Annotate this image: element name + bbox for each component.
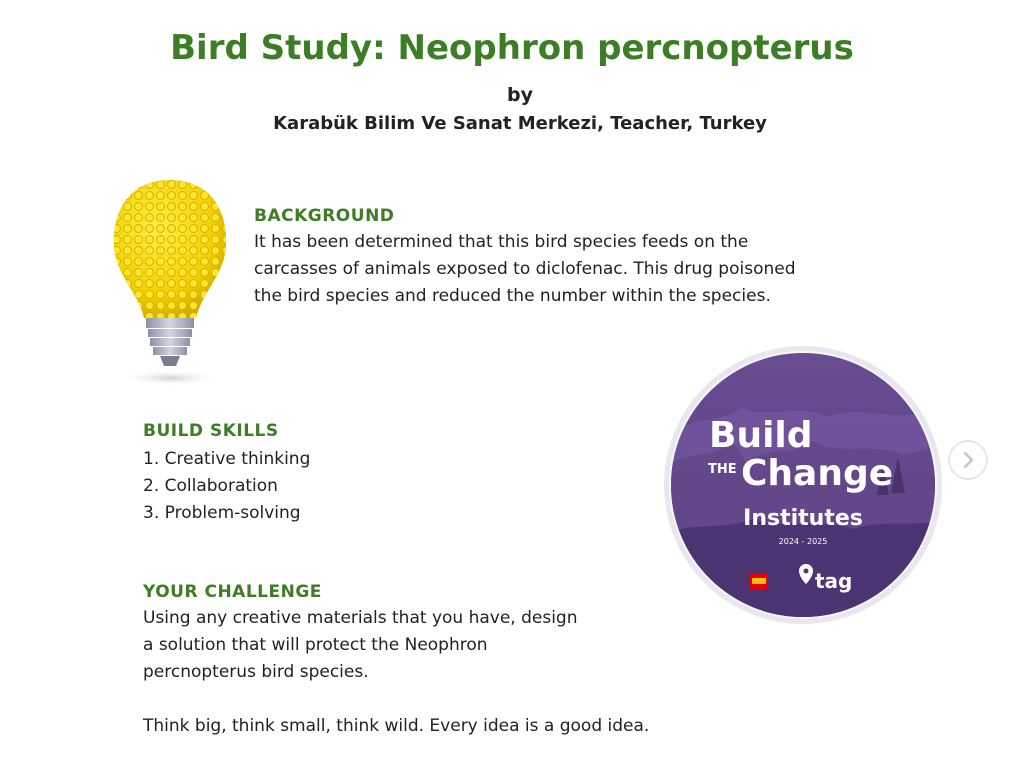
- closing-text: Think big, think small, think wild. Every idea is a good idea.: [143, 716, 650, 736]
- background-text: [254, 229, 796, 310]
- badge-years: 2024 - 2025: [778, 537, 828, 546]
- badge-institutes: Institutes: [743, 506, 863, 531]
- lightbulb-icon: [100, 168, 240, 388]
- skills-heading: BUILD SKILLS: [143, 421, 279, 441]
- background-line: It has been determined that this bird species feeds on the: [254, 232, 749, 252]
- lego-logo-icon: [750, 573, 768, 589]
- page-title: Bird Study: Neophron percnopterus: [170, 28, 854, 68]
- list-item: 2. Collaboration: [143, 476, 278, 496]
- background-line: the bird species and reduced the number within the species.: [254, 286, 771, 306]
- next-slide-button[interactable]: [948, 440, 988, 480]
- badge-change: Change: [741, 453, 894, 494]
- byline-by: by: [507, 84, 533, 106]
- challenge-heading: YOUR CHALLENGE: [143, 582, 322, 602]
- author-line: Karabük Bilim Ve Sanat Merkezi, Teacher, Turkey: [273, 113, 767, 134]
- skills-list: [143, 446, 310, 527]
- badge-tag: tag: [815, 569, 853, 593]
- background-line: carcasses of animals exposed to diclofenac. This drug poisoned: [254, 259, 796, 279]
- chevron-right-icon: [950, 442, 986, 478]
- background-heading: BACKGROUND: [254, 206, 395, 226]
- build-the-change-badge: [663, 345, 943, 625]
- challenge-text: [143, 605, 578, 686]
- challenge-line: percnopterus bird species.: [143, 662, 369, 682]
- challenge-line: Using any creative materials that you have, design: [143, 608, 578, 628]
- list-item: 1. Creative thinking: [143, 449, 311, 469]
- badge-build: Build: [709, 415, 813, 456]
- challenge-line: a solution that will protect the Neophron: [143, 635, 488, 655]
- badge-the: THE: [708, 462, 737, 477]
- list-item: 3. Problem-solving: [143, 503, 301, 523]
